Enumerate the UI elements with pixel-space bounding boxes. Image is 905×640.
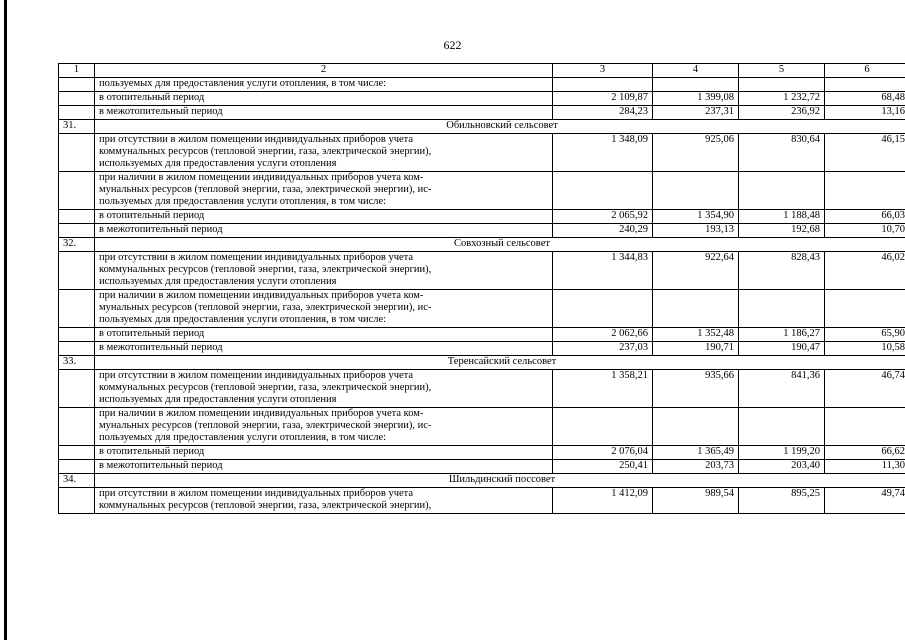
value-cell: 989,54	[653, 488, 739, 514]
value-cell: 46,02	[825, 252, 905, 290]
table-row	[59, 328, 905, 342]
value-cell: 68,48	[825, 92, 905, 106]
label-line: пользуемых для предоставления услуги отопления, в том числе:	[99, 432, 387, 443]
table-row	[59, 446, 905, 460]
table-row	[59, 460, 905, 474]
section-row	[59, 120, 905, 134]
value-cell: 13,16	[825, 106, 905, 120]
label-line: при отсутствии в жилом помещении индивидуальных приборов учета	[99, 134, 414, 145]
header-cell: 5	[739, 64, 825, 78]
value-cell	[825, 78, 905, 92]
value-cell: 190,47	[739, 342, 825, 356]
section-title: Шильдинский поссовет	[95, 474, 905, 488]
value-cell: 1 354,90	[653, 210, 739, 224]
table-row	[59, 488, 905, 514]
value-cell: 1 188,48	[739, 210, 825, 224]
row-label: в отопительный период	[95, 328, 553, 342]
section-number: 33.	[59, 356, 95, 370]
value-cell	[653, 172, 739, 210]
index-cell	[59, 210, 95, 224]
value-cell: 828,43	[739, 252, 825, 290]
value-cell: 2 062,66	[553, 328, 653, 342]
value-cell	[825, 408, 905, 446]
label-line: мунальных ресурсов (тепловой энергии, газа, электрической энергии), ис-	[99, 184, 432, 195]
label-line: пользуемых для предоставления услуги отопления, в том числе:	[99, 314, 387, 325]
value-cell: 250,41	[553, 460, 653, 474]
header-cell: 2	[95, 64, 553, 78]
label-line: пользуемых для предоставления услуги отопления, в том числе:	[99, 196, 387, 207]
index-cell	[59, 134, 95, 172]
value-cell: 10,70	[825, 224, 905, 238]
value-cell: 284,23	[553, 106, 653, 120]
index-cell	[59, 370, 95, 408]
value-cell: 935,66	[653, 370, 739, 408]
label-line: коммунальных ресурсов (тепловой энергии, газа, электрической энергии),	[99, 264, 432, 275]
header-cell: 6	[825, 64, 905, 78]
value-cell: 65,90	[825, 328, 905, 342]
table-row	[59, 106, 905, 120]
table-row	[59, 252, 905, 290]
value-cell	[825, 290, 905, 328]
value-cell: 2 109,87	[553, 92, 653, 106]
index-cell	[59, 78, 95, 92]
value-cell: 203,40	[739, 460, 825, 474]
table-row	[59, 92, 905, 106]
label-line: при отсутствии в жилом помещении индивидуальных приборов учета	[99, 370, 414, 381]
value-cell: 46,74	[825, 370, 905, 408]
page-number: 622	[443, 38, 462, 52]
row-label: в отопительный период	[95, 210, 553, 224]
index-cell	[59, 488, 95, 514]
value-cell: 1 399,08	[653, 92, 739, 106]
value-cell: 190,71	[653, 342, 739, 356]
value-cell: 46,15	[825, 134, 905, 172]
row-label: в межотопительный период	[95, 224, 553, 238]
section-number: 32.	[59, 238, 95, 252]
value-cell	[653, 408, 739, 446]
index-cell	[59, 92, 95, 106]
value-cell: 1 358,21	[553, 370, 653, 408]
row-label	[95, 408, 553, 446]
index-cell	[59, 172, 95, 210]
row-label	[95, 172, 553, 210]
row-label: в межотопительный период	[95, 460, 553, 474]
value-cell: 240,29	[553, 224, 653, 238]
value-cell	[553, 290, 653, 328]
label-line: при отсутствии в жилом помещении индивидуальных приборов учета	[99, 252, 414, 263]
value-cell	[653, 78, 739, 92]
section-title: Обильновский сельсовет	[95, 120, 905, 134]
label-line: используемых для предоставления услуги отопления	[99, 394, 337, 405]
table-row	[59, 210, 905, 224]
index-cell	[59, 328, 95, 342]
value-cell: 66,62	[825, 446, 905, 460]
value-cell: 922,64	[653, 252, 739, 290]
row-label: в межотопительный период	[95, 342, 553, 356]
value-cell: 1 199,20	[739, 446, 825, 460]
value-cell: 2 065,92	[553, 210, 653, 224]
label-line: мунальных ресурсов (тепловой энергии, газа, электрической энергии), ис-	[99, 302, 432, 313]
index-cell	[59, 460, 95, 474]
value-cell: 10,58	[825, 342, 905, 356]
row-label: в отопительный период	[95, 92, 553, 106]
header-cell: 3	[553, 64, 653, 78]
row-label: в отопительный период	[95, 446, 553, 460]
table-row	[59, 408, 905, 446]
row-label	[95, 134, 553, 172]
value-cell	[553, 172, 653, 210]
value-cell: 925,06	[653, 134, 739, 172]
header-cell: 4	[653, 64, 739, 78]
row-label	[95, 290, 553, 328]
scan-edge-bar	[0, 0, 14, 640]
label-line: коммунальных ресурсов (тепловой энергии, газа, электрической энергии),	[99, 500, 432, 511]
label-line: при отсутствии в жилом помещении индивидуальных приборов учета	[99, 488, 414, 499]
label-line: используемых для предоставления услуги отопления	[99, 158, 337, 169]
section-row	[59, 474, 905, 488]
row-label	[95, 78, 553, 92]
table-row	[59, 290, 905, 328]
label-line: пользуемых для предоставления услуги отопления, в том числе:	[99, 78, 387, 89]
value-cell: 1 365,49	[653, 446, 739, 460]
section-row	[59, 238, 905, 252]
value-cell	[739, 290, 825, 328]
row-label	[95, 252, 553, 290]
index-cell	[59, 342, 95, 356]
section-row	[59, 356, 905, 370]
value-cell: 49,74	[825, 488, 905, 514]
section-number: 34.	[59, 474, 95, 488]
table-row	[59, 342, 905, 356]
section-title: Совхозный сельсовет	[95, 238, 905, 252]
value-cell: 1 232,72	[739, 92, 825, 106]
label-line: мунальных ресурсов (тепловой энергии, газа, электрической энергии), ис-	[99, 420, 432, 431]
index-cell	[59, 290, 95, 328]
index-cell	[59, 252, 95, 290]
value-cell: 895,25	[739, 488, 825, 514]
index-cell	[59, 446, 95, 460]
value-cell: 11,30	[825, 460, 905, 474]
value-cell	[653, 290, 739, 328]
index-cell	[59, 106, 95, 120]
value-cell: 830,64	[739, 134, 825, 172]
label-line: при наличии в жилом помещении индивидуальных приборов учета ком-	[99, 408, 424, 419]
tariff-table	[58, 63, 905, 514]
value-cell: 192,68	[739, 224, 825, 238]
table-row	[59, 224, 905, 238]
header-cell: 1	[59, 64, 95, 78]
value-cell: 66,03	[825, 210, 905, 224]
section-title: Теренсайский сельсовет	[95, 356, 905, 370]
value-cell	[739, 78, 825, 92]
value-cell: 237,03	[553, 342, 653, 356]
value-cell	[553, 78, 653, 92]
value-cell: 1 348,09	[553, 134, 653, 172]
value-cell: 2 076,04	[553, 446, 653, 460]
value-cell: 237,31	[653, 106, 739, 120]
value-cell: 1 186,27	[739, 328, 825, 342]
value-cell: 1 412,09	[553, 488, 653, 514]
value-cell: 1 352,48	[653, 328, 739, 342]
value-cell: 193,13	[653, 224, 739, 238]
label-line: используемых для предоставления услуги отопления	[99, 276, 337, 287]
section-number: 31.	[59, 120, 95, 134]
value-cell	[825, 172, 905, 210]
label-line: при наличии в жилом помещении индивидуальных приборов учета ком-	[99, 172, 424, 183]
value-cell: 203,73	[653, 460, 739, 474]
value-cell	[739, 408, 825, 446]
value-cell	[739, 172, 825, 210]
label-line: при наличии в жилом помещении индивидуальных приборов учета ком-	[99, 290, 424, 301]
row-label	[95, 370, 553, 408]
label-line: коммунальных ресурсов (тепловой энергии, газа, электрической энергии),	[99, 382, 432, 393]
table-row	[59, 78, 905, 92]
row-label	[95, 488, 553, 514]
value-cell	[553, 408, 653, 446]
label-line: коммунальных ресурсов (тепловой энергии, газа, электрической энергии),	[99, 146, 432, 157]
row-label: в межотопительный период	[95, 106, 553, 120]
value-cell: 236,92	[739, 106, 825, 120]
table-row	[59, 134, 905, 172]
table-row	[59, 370, 905, 408]
value-cell: 1 344,83	[553, 252, 653, 290]
header-row	[59, 64, 905, 78]
index-cell	[59, 224, 95, 238]
index-cell	[59, 408, 95, 446]
value-cell: 841,36	[739, 370, 825, 408]
table-row	[59, 172, 905, 210]
